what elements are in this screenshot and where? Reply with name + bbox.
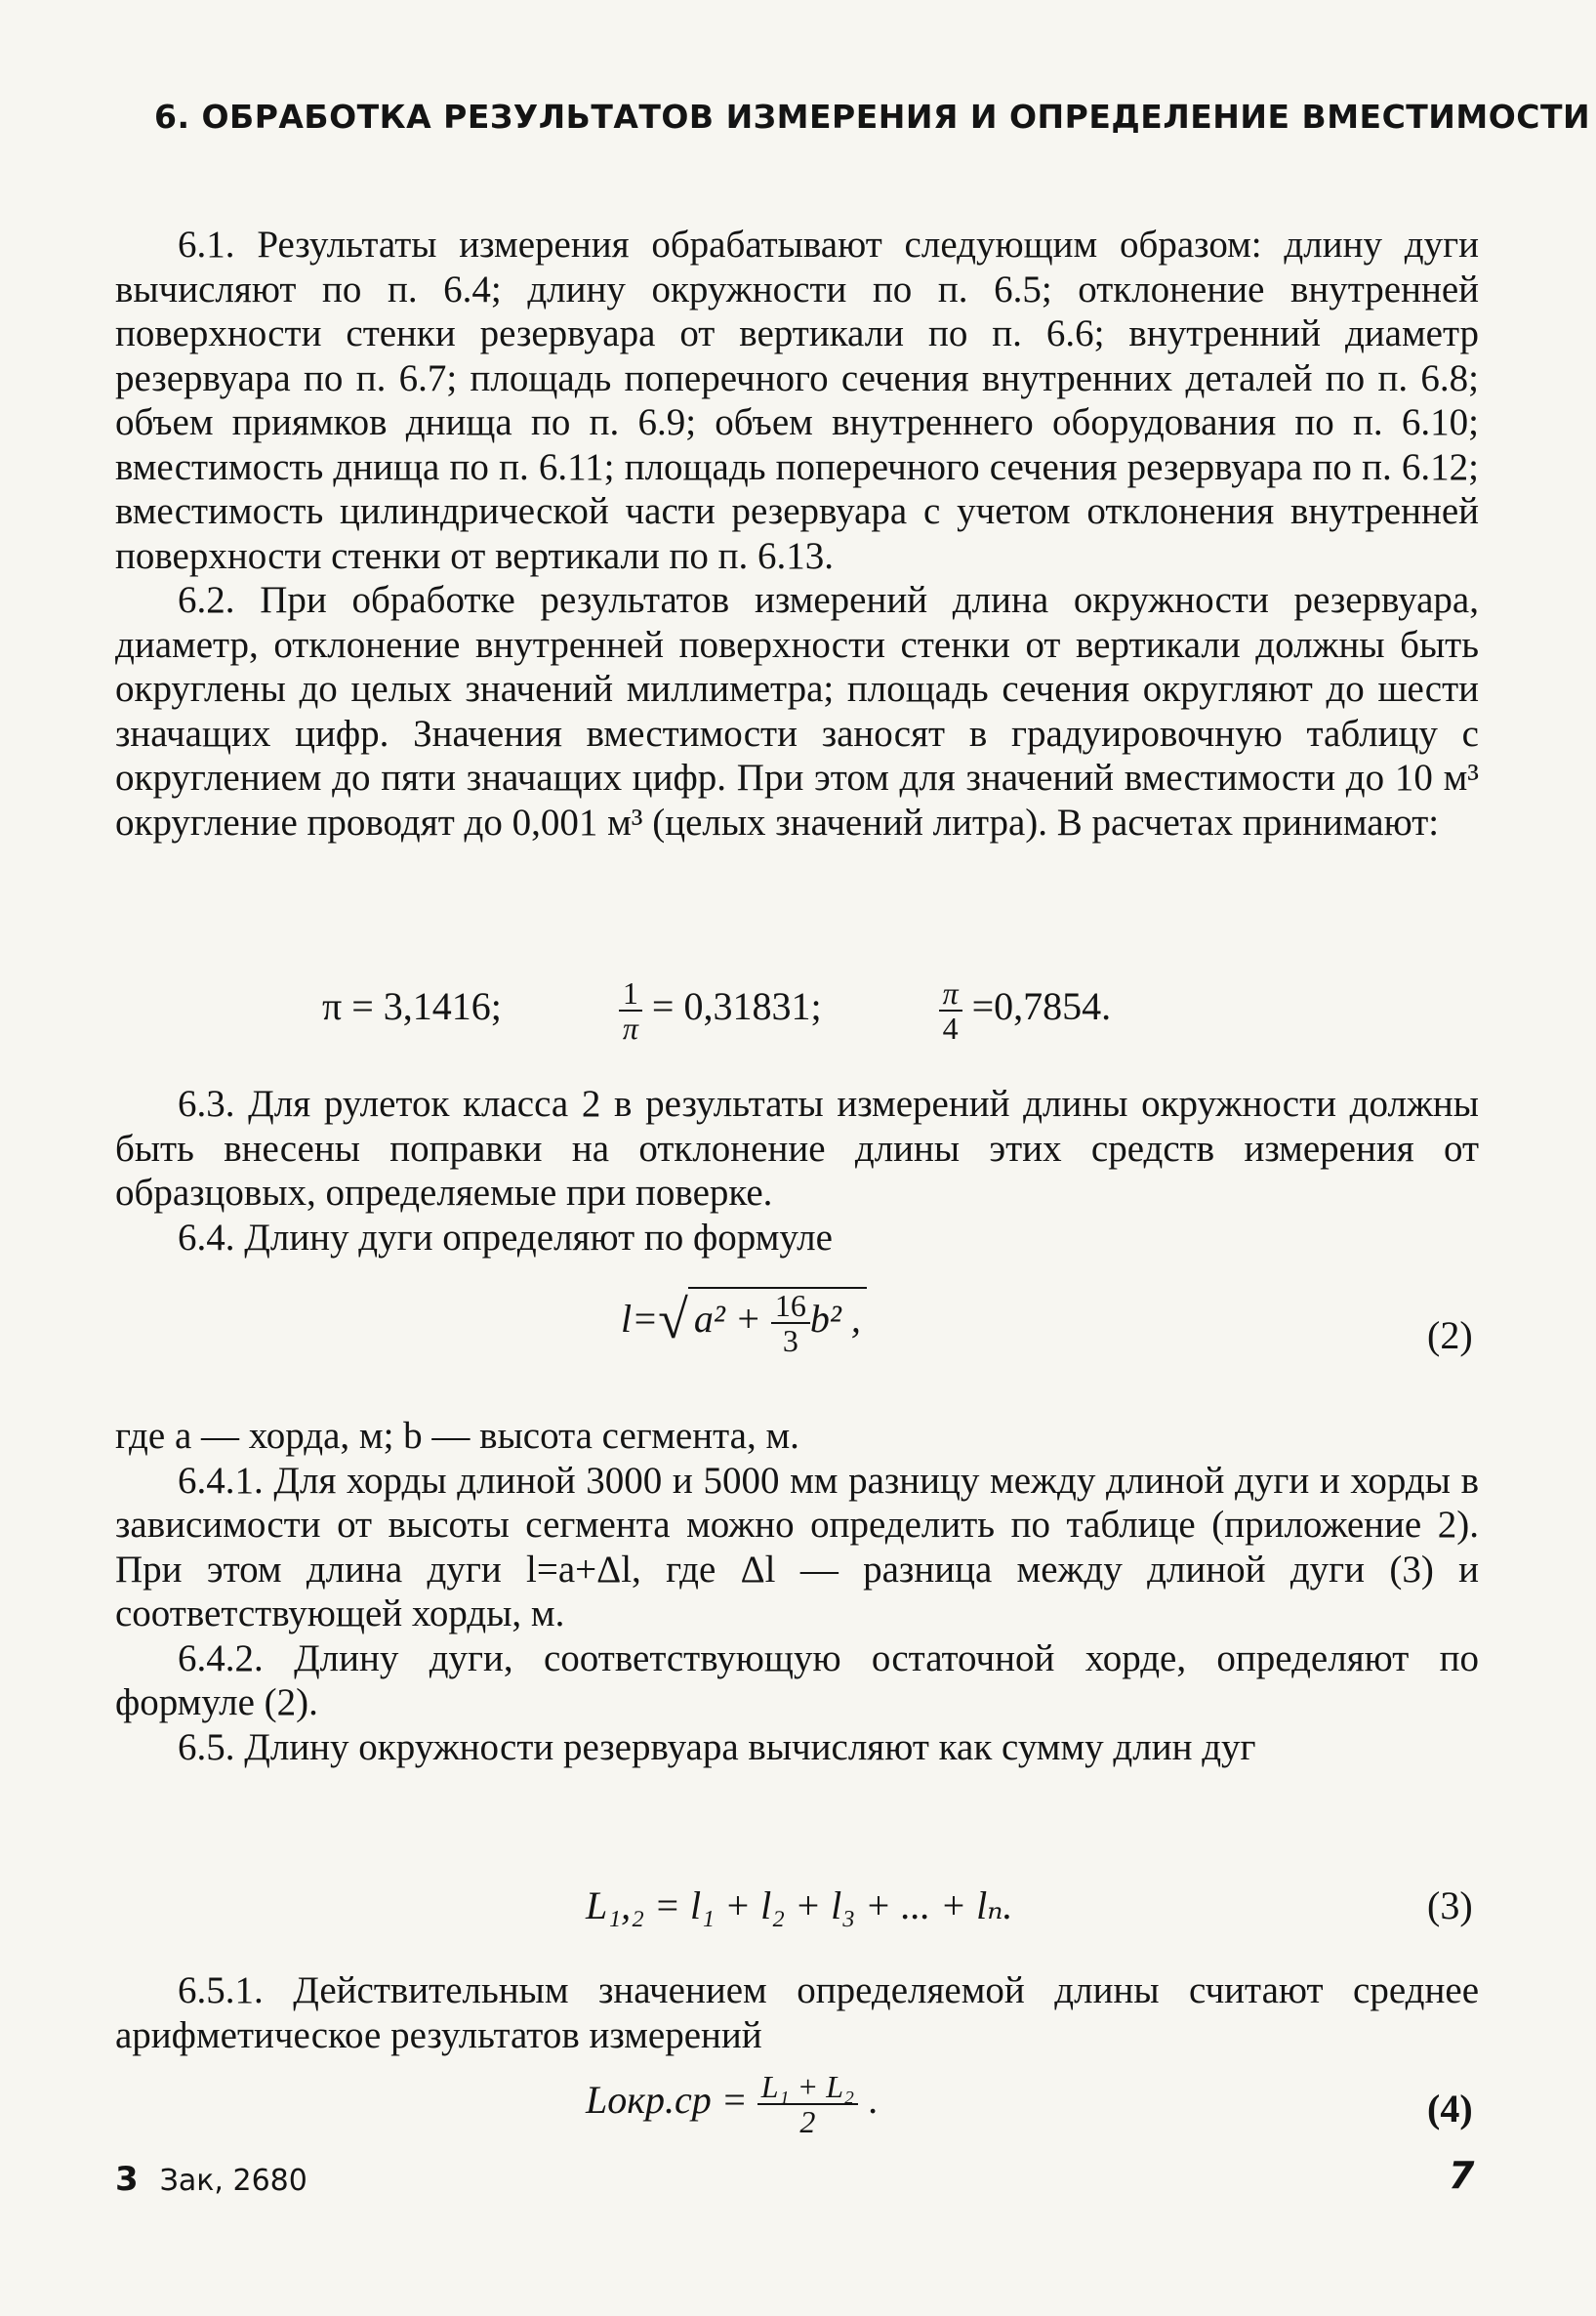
paragraph-6-4-2: 6.4.2. Длину дуги, соответствующую остаточной хорде, определяют по формуле (2). <box>115 1636 1479 1723</box>
quarter-pi-value: =0,7854. <box>971 984 1112 1029</box>
print-signature <box>115 2160 307 2199</box>
paragraph-6-5-1: 6.5.1. Действительным значением определяемой длины считают среднее арифметическое результатов измерений <box>115 1969 1479 2056</box>
formula-lhs: l= <box>621 1297 659 1342</box>
constants-formula <box>322 976 1111 1045</box>
paragraph-6-1: 6.1. Результаты измерения обрабатывают следующим образом: длину дуги вычисляют по п. 6.4; длину окружности по п. 6.5; отклонение внутренней поверхности стенки резервуара от вертикали по п. 6.6; внутренний диаметр резервуара по п. 6.7; площадь поперечного сечения внутренних деталей по п. 6.8; объем приямков днища по п. 6.9; объем внутреннего оборудования по п. 6.10; вместимость днища по п. 6.11; площадь поперечного сечения резервуара по п. 6.12; вместимость цилиндрической части резервуара с учетом отклонения внутренней поверхности стенки от вертикали по п. 6.13. <box>115 224 1479 577</box>
inverse-pi-fraction: $\frac{1}{\pi}$ <box>619 976 642 1045</box>
paragraphs-block-1 <box>115 223 1479 845</box>
formula-legend: где a — хорда, м; b — высота сегмента, м. <box>115 1415 799 1457</box>
equation-number-3: (3) <box>1427 1883 1473 1927</box>
paragraph-6-2: 6.2. При обработке результатов измерений длина окружности резервуара, диаметр, отклонение внутренней поверхности стенки от вертикали должны быть округлены до целых значений миллиметра; площадь сечения округляют до шести значащих цифр. Значения вместимости заносят в градуировочную таблицу с округлением до пяти значащих цифр. При этом для значений вместимости до 10 м³ округление проводят до 0,001 м³ (целых значений литра). В расчетах принимают: <box>115 579 1479 844</box>
paragraph-6-4-1: 6.4.1. Для хорды длиной 3000 и 5000 мм разницу между длиной дуги и хорды в зависимости от высоты сегмента можно определить по таблице (приложение 2). При этом длина дуги l=a+Δl, где Δl — разница между длиной дуги (3) и соответствующей хорды, м. <box>115 1459 1479 1634</box>
section-heading: 6. ОБРАБОТКА РЕЗУЛЬТАТОВ ИЗМЕРЕНИЯ И ОПРЕДЕЛЕНИЕ ВМЕСТИМОСТИ <box>154 98 1591 136</box>
pi-constant: π = 3,1416; <box>322 984 502 1029</box>
mean-length-formula: Lокр.ср = $\frac{\text{L₁ + L₂}}{2}$ . <box>586 2069 879 2139</box>
sheet-number: 3 <box>115 2160 139 2199</box>
mean-fraction: $\frac{\text{L₁ + L₂}}{2}$ <box>757 2070 858 2138</box>
paragraphs-block-3 <box>115 1414 1479 1769</box>
paragraphs-block-2 <box>115 1082 1479 1260</box>
formula-lhs: Lокр.ср = <box>586 2078 748 2123</box>
inverse-pi-value: = 0,31831; <box>651 984 822 1029</box>
page-number: 7 <box>1449 2154 1475 2197</box>
arc-length-formula <box>621 1287 867 1357</box>
radicand: a² + $\frac{16}{3}$ b² , <box>688 1287 867 1357</box>
equation-number-4: (4) <box>1427 2087 1473 2130</box>
sqrt-icon: √ <box>658 1290 688 1351</box>
paragraph-6-5: 6.5. Длину окружности резервуара вычисляют как сумму длин дуг <box>178 1725 1256 1768</box>
order-number: Зак, 2680 <box>159 2164 307 2198</box>
paragraphs-block-4 <box>115 1968 1479 2057</box>
circumference-formula: L₁,₂ = l₁ + l₂ + l₃ + ... + lₙ. <box>586 1883 1013 1927</box>
sixteen-thirds-fraction: $\frac{16}{3}$ <box>771 1289 810 1357</box>
quarter-pi-fraction: $\frac{\pi}{4}$ <box>939 976 962 1045</box>
equation-number-2: (2) <box>1427 1313 1473 1357</box>
paragraph-6-3: 6.3. Для рулеток класса 2 в результаты измерений длины окружности должны быть внесены поправки на отклонение длины этих средств измерения от образцовых, определяемые при поверке. <box>115 1083 1479 1214</box>
paragraph-6-4: 6.4. Длину дуги определяют по формуле <box>178 1216 833 1259</box>
